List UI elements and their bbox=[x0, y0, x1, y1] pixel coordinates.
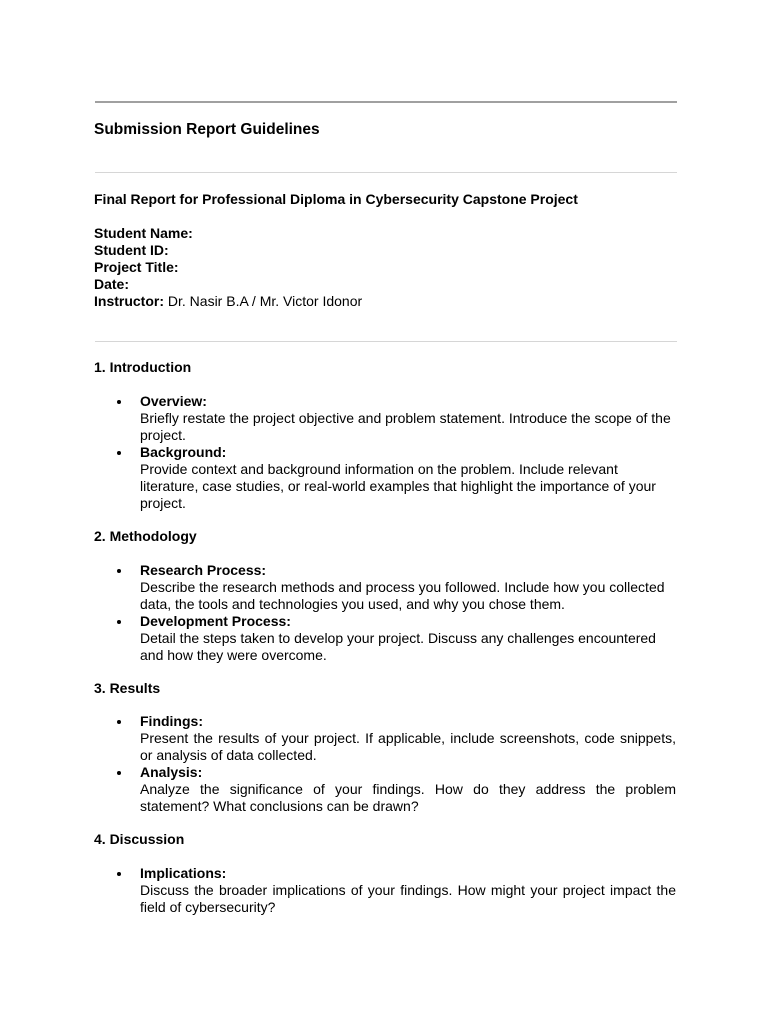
list-item bbox=[94, 393, 676, 444]
item-title: Research Process: bbox=[140, 562, 267, 578]
item-text: Provide context and background information on the problem. Include relevant literature, case studies, or real-world examples that highlight the importance of your project. bbox=[140, 461, 656, 511]
student-name-row bbox=[94, 225, 362, 242]
field-label: Instructor: bbox=[94, 293, 164, 309]
item-text: Describe the research methods and process you followed. Include how you collected data, the tools and technologies you used, and why you chose them. bbox=[140, 579, 665, 612]
divider bbox=[95, 172, 677, 173]
item-text: Briefly restate the project objective and problem statement. Introduce the scope of the project. bbox=[140, 410, 671, 443]
item-title: Implications: bbox=[140, 865, 227, 881]
student-info bbox=[94, 225, 362, 310]
section-heading: 4. Discussion bbox=[94, 831, 185, 847]
section-list bbox=[94, 713, 676, 815]
list-item bbox=[94, 865, 676, 916]
section-list bbox=[94, 393, 676, 512]
list-item bbox=[94, 613, 676, 664]
list-item bbox=[94, 444, 676, 512]
top-divider bbox=[95, 101, 677, 103]
item-title: Findings: bbox=[140, 713, 203, 729]
field-value: Dr. Nasir B.A / Mr. Victor Idonor bbox=[164, 293, 363, 309]
item-text: Analyze the significance of your findings. How do they address the problem statement? What conclusions can be drawn? bbox=[140, 781, 676, 814]
item-text: Detail the steps taken to develop your project. Discuss any challenges encountered and how they were overcome. bbox=[140, 630, 656, 663]
report-subtitle: Final Report for Professional Diploma in Cybersecurity Capstone Project bbox=[94, 191, 578, 207]
divider bbox=[95, 341, 677, 342]
item-text: Discuss the broader implications of your findings. How might your project impact the field of cybersecurity? bbox=[140, 882, 676, 915]
list-item bbox=[94, 713, 676, 764]
item-text: Present the results of your project. If applicable, include screenshots, code snippets, or analysis of data collected. bbox=[140, 730, 676, 763]
list-item bbox=[94, 764, 676, 815]
list-item bbox=[94, 562, 676, 613]
page-title: Submission Report Guidelines bbox=[94, 121, 320, 138]
instructor-row bbox=[94, 293, 362, 310]
field-label: Project Title: bbox=[94, 259, 179, 275]
section-list bbox=[94, 562, 676, 664]
item-title: Analysis: bbox=[140, 764, 203, 780]
field-label: Student ID: bbox=[94, 242, 169, 258]
item-title: Overview: bbox=[140, 393, 207, 409]
student-id-row bbox=[94, 242, 362, 259]
section-heading: 2. Methodology bbox=[94, 528, 197, 544]
field-label: Student Name: bbox=[94, 225, 193, 241]
section-list bbox=[94, 865, 676, 916]
section-heading: 3. Results bbox=[94, 680, 161, 696]
section-heading: 1. Introduction bbox=[94, 359, 192, 375]
item-title: Development Process: bbox=[140, 613, 291, 629]
date-row bbox=[94, 276, 362, 293]
project-title-row bbox=[94, 259, 362, 276]
field-label: Date: bbox=[94, 276, 130, 292]
item-title: Background: bbox=[140, 444, 227, 460]
